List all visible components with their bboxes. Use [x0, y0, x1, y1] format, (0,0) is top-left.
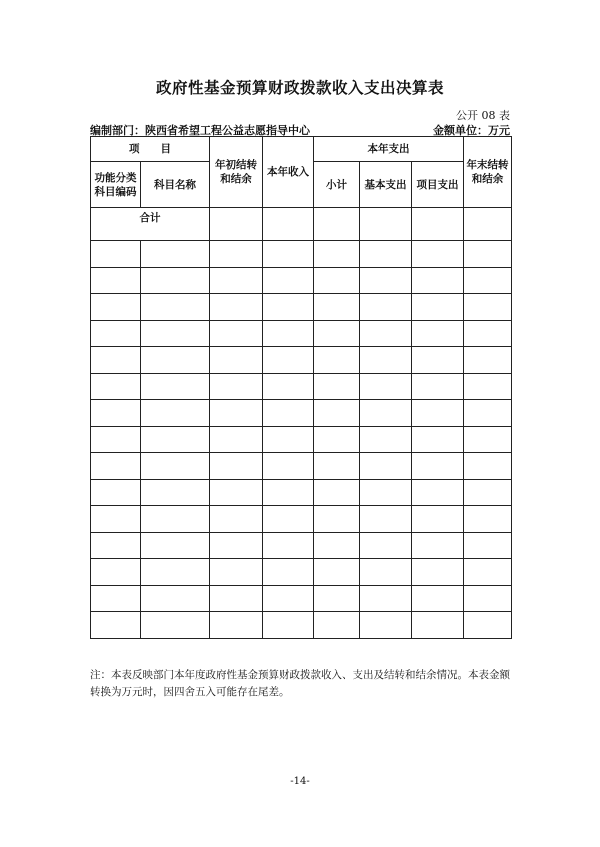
table-cell [314, 426, 360, 453]
table-cell [360, 479, 412, 506]
header-item: 项 目 [91, 137, 210, 162]
table-cell [464, 453, 512, 480]
header-subtotal: 小计 [314, 162, 360, 208]
table-cell [263, 612, 314, 639]
table-cell [360, 208, 412, 241]
table-cell [210, 479, 263, 506]
table-cell [263, 294, 314, 321]
table-cell [360, 400, 412, 427]
table-cell [263, 320, 314, 347]
table-cell [91, 612, 141, 639]
table-cell [91, 400, 141, 427]
table-cell [141, 241, 210, 268]
table-cell [360, 585, 412, 612]
table-row [91, 320, 512, 347]
table-row [91, 506, 512, 533]
table-row [91, 241, 512, 268]
table-cell [210, 241, 263, 268]
page-number: -14- [290, 776, 310, 787]
table-cell [314, 347, 360, 374]
table-cell [91, 532, 141, 559]
table-row [91, 612, 512, 639]
table-cell [210, 506, 263, 533]
table-cell [314, 294, 360, 321]
table-cell [314, 453, 360, 480]
table-cell [91, 267, 141, 294]
table-cell [314, 208, 360, 241]
table-cell [141, 532, 210, 559]
table-cell [91, 479, 141, 506]
table-cell [464, 559, 512, 586]
table-cell [360, 347, 412, 374]
table-cell [263, 241, 314, 268]
table-cell [263, 453, 314, 480]
table-row [91, 347, 512, 374]
table-cell [91, 559, 141, 586]
table-cell [210, 294, 263, 321]
table-cell [360, 532, 412, 559]
table-cell [263, 559, 314, 586]
table-cell [464, 585, 512, 612]
table-cell [412, 612, 464, 639]
table-cell [141, 400, 210, 427]
table-cell [141, 373, 210, 400]
table-cell [360, 506, 412, 533]
organization-label: 编制部门：陕西省希望工程公益志愿指导中心 [90, 124, 310, 137]
table-cell [141, 347, 210, 374]
table-cell [263, 208, 314, 241]
table-cell [464, 208, 512, 241]
table-cell [210, 373, 263, 400]
table-cell [412, 559, 464, 586]
table-cell [412, 347, 464, 374]
table-cell [210, 208, 263, 241]
table-cell [91, 585, 141, 612]
total-row-label: 合计 [91, 208, 210, 241]
table-cell [210, 585, 263, 612]
table-cell [210, 532, 263, 559]
table-cell [314, 585, 360, 612]
table-row [91, 585, 512, 612]
table-cell [141, 559, 210, 586]
table-cell [360, 267, 412, 294]
table-cell [263, 532, 314, 559]
table-cell [464, 479, 512, 506]
table-cell [464, 400, 512, 427]
table-cell [210, 267, 263, 294]
table-cell [314, 612, 360, 639]
table-cell [412, 373, 464, 400]
table-cell [314, 479, 360, 506]
document-title: 政府性基金预算财政拨款收入支出决算表 [155, 78, 444, 97]
table-cell [91, 320, 141, 347]
table-cell [91, 506, 141, 533]
table-cell [263, 585, 314, 612]
header-current-expense: 本年支出 [314, 137, 464, 162]
table-cell [91, 241, 141, 268]
table-cell [464, 506, 512, 533]
table-cell [210, 320, 263, 347]
table-cell [464, 373, 512, 400]
table-cell [412, 294, 464, 321]
table-cell [91, 347, 141, 374]
table-cell [141, 612, 210, 639]
header-row-1 [91, 137, 512, 162]
table-cell [141, 585, 210, 612]
table-cell [360, 241, 412, 268]
table-cell [412, 532, 464, 559]
table-cell [91, 453, 141, 480]
table-cell [263, 400, 314, 427]
table-cell [412, 267, 464, 294]
table-cell [412, 479, 464, 506]
table-cell [314, 400, 360, 427]
table-cell [314, 559, 360, 586]
table-cell [314, 373, 360, 400]
table-cell [314, 241, 360, 268]
table-cell [412, 208, 464, 241]
table-cell [263, 373, 314, 400]
table-cell [263, 267, 314, 294]
table-cell [314, 267, 360, 294]
fund-budget-table [90, 136, 512, 639]
table-cell [141, 453, 210, 480]
table-cell [263, 347, 314, 374]
table-cell [210, 612, 263, 639]
table-cell [360, 294, 412, 321]
table-cell [91, 426, 141, 453]
table-row [91, 267, 512, 294]
table-cell [263, 426, 314, 453]
table-cell [141, 426, 210, 453]
table-cell [464, 320, 512, 347]
table-cell [91, 294, 141, 321]
table-cell [464, 612, 512, 639]
table-cell [141, 506, 210, 533]
header-function-code: 功能分类 科目编码 [91, 162, 141, 208]
table-cell [314, 506, 360, 533]
table-cell [263, 479, 314, 506]
table-cell [263, 506, 314, 533]
table-cell [360, 559, 412, 586]
table-cell [141, 267, 210, 294]
table-cell [141, 294, 210, 321]
table-cell [412, 506, 464, 533]
table-cell [360, 453, 412, 480]
header-current-income: 本年收入 [263, 137, 314, 208]
form-number: 公开 08 表 [456, 109, 510, 122]
table-cell [464, 426, 512, 453]
table-cell [210, 347, 263, 374]
table-cell [464, 347, 512, 374]
header-basic-expense: 基本支出 [360, 162, 412, 208]
table-cell [464, 267, 512, 294]
table-cell [412, 585, 464, 612]
table-cell [360, 320, 412, 347]
table-cell [141, 479, 210, 506]
table-cell [412, 241, 464, 268]
table-cell [412, 320, 464, 347]
table-row [91, 294, 512, 321]
table-row [91, 426, 512, 453]
table-cell [210, 559, 263, 586]
table-cell [412, 426, 464, 453]
footnote: 注：本表反映部门本年度政府性基金预算财政拨款收入、支出及结转和结余情况。本表金额转换为万元时，因四舍五入可能存在尾差。 [90, 669, 510, 698]
table-row [91, 479, 512, 506]
table-cell [412, 400, 464, 427]
table-cell [464, 241, 512, 268]
table-cell [314, 532, 360, 559]
table-row [91, 532, 512, 559]
table-cell [91, 373, 141, 400]
table-cell [210, 426, 263, 453]
table-cell [464, 294, 512, 321]
header-subject-name: 科目名称 [141, 162, 210, 208]
table-cell [360, 373, 412, 400]
table-cell [141, 320, 210, 347]
table-row [91, 373, 512, 400]
header-opening-balance: 年初结转 和结余 [210, 137, 263, 208]
table-cell [210, 453, 263, 480]
table-row [91, 453, 512, 480]
total-row [91, 208, 512, 241]
table-row [91, 400, 512, 427]
table-cell [412, 453, 464, 480]
table-cell [464, 532, 512, 559]
table-cell [314, 320, 360, 347]
table-row [91, 559, 512, 586]
amount-unit-label: 金额单位：万元 [433, 124, 510, 137]
header-project-expense: 项目支出 [412, 162, 464, 208]
table-cell [210, 400, 263, 427]
table-cell [360, 612, 412, 639]
table-cell [360, 426, 412, 453]
header-closing-balance: 年末结转 和结余 [464, 137, 512, 208]
